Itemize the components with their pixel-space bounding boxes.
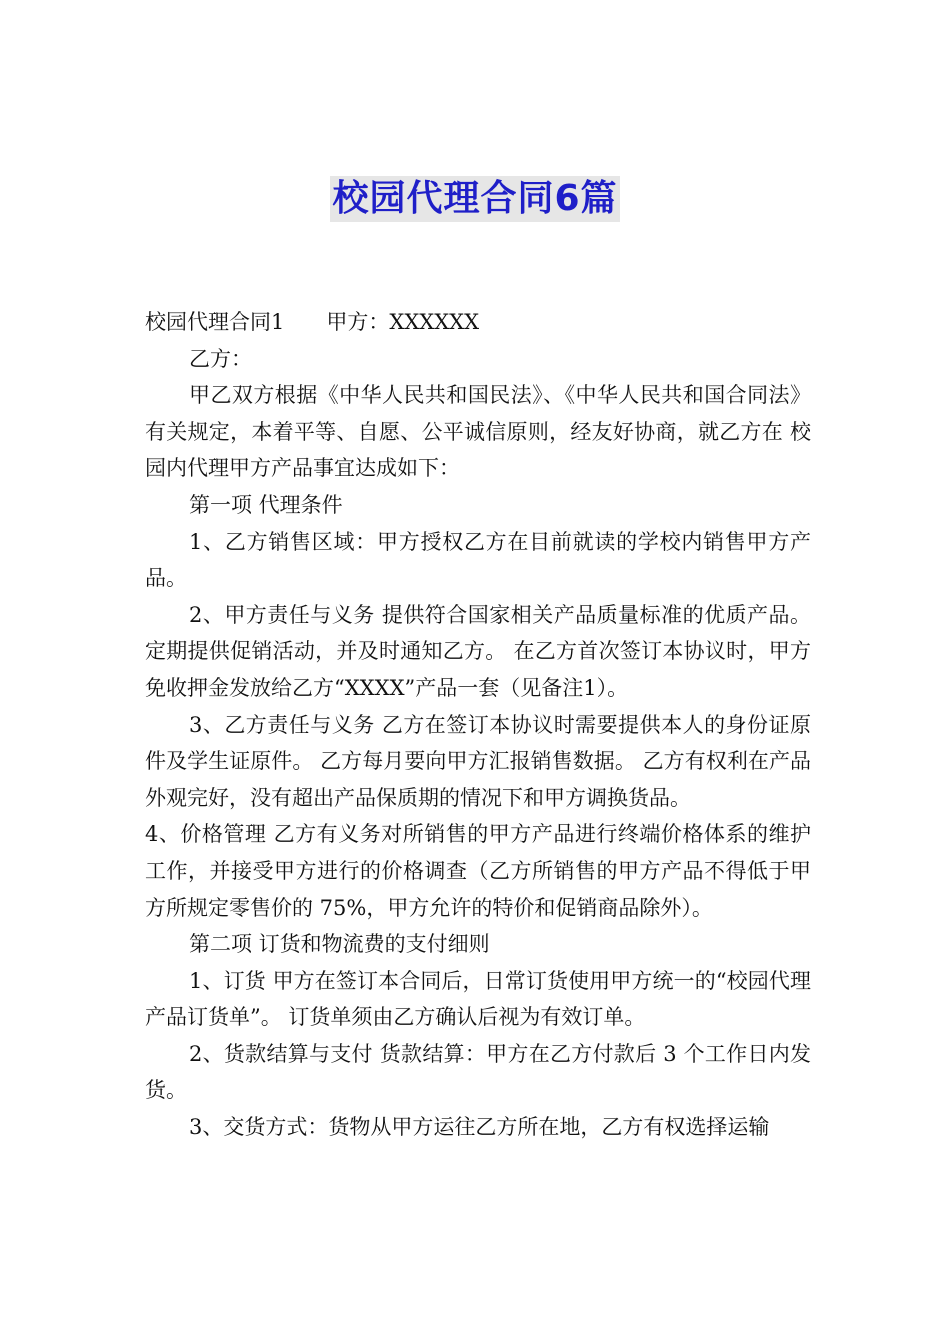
section-2-heading: 第二项 订货和物流费的支付细则	[189, 932, 490, 957]
document-title: 校园代理合同6篇	[330, 176, 619, 222]
clause-1-4: 4、价格管理 乙方有义务对所销售的甲方产品进行终端价格体系的维护工作，并接受甲方进行的价格调查（乙方所销售的甲方产品不得低于甲方所规定零售价的 75%，甲方允许的特价和促销商品除外）。	[145, 822, 811, 920]
contract-heading: 校园代理合同1	[145, 310, 285, 334]
party-b-line: 乙方：	[189, 346, 252, 371]
section-1-heading: 第一项 代理条件	[189, 492, 343, 517]
clause-1-1: 1、乙方销售区域：甲方授权乙方在目前就读的学校内销售甲方产品。	[145, 529, 811, 591]
paragraph-preamble: 甲乙双方根据《中华人民共和国民法》、《中华人民共和国合同法》有关规定，本着平等、自愿、公平诚信原则，经友好协商，就乙方在 校园内代理甲方产品事宜达成如下：	[145, 383, 811, 481]
clause-2-3: 3、交货方式：货物从甲方运往乙方所在地，乙方有权选择运输	[189, 1115, 770, 1140]
document-body	[145, 304, 811, 1146]
title-container	[0, 176, 950, 222]
party-a-line: 甲方：XXXXXX	[326, 310, 480, 334]
clause-1-2: 2、甲方责任与义务 提供符合国家相关产品质量标准的优质产品。 定期提供促销活动，并及时通知乙方。 在乙方首次签订本协议时，甲方免收押金发放给乙方“XXXX”产品一套（见备注1）。	[145, 602, 811, 700]
clause-2-1: 1、订货 甲方在签订本合同后，日常订货使用甲方统一的“校园代理产品订货单”。 订货单须由乙方确认后视为有效订单。	[145, 968, 811, 1030]
contract-header-line	[145, 304, 811, 341]
clause-2-2: 2、货款结算与支付 货款结算：甲方在乙方付款后 3 个工作日内发货。	[145, 1041, 811, 1103]
clause-1-3: 3、乙方责任与义务 乙方在签订本协议时需要提供本人的身份证原件及学生证原件。 乙方每月要向甲方汇报销售数据。 乙方有权利在产品外观完好，没有超出产品保质期的情况下和甲方调换货品。	[145, 712, 811, 810]
